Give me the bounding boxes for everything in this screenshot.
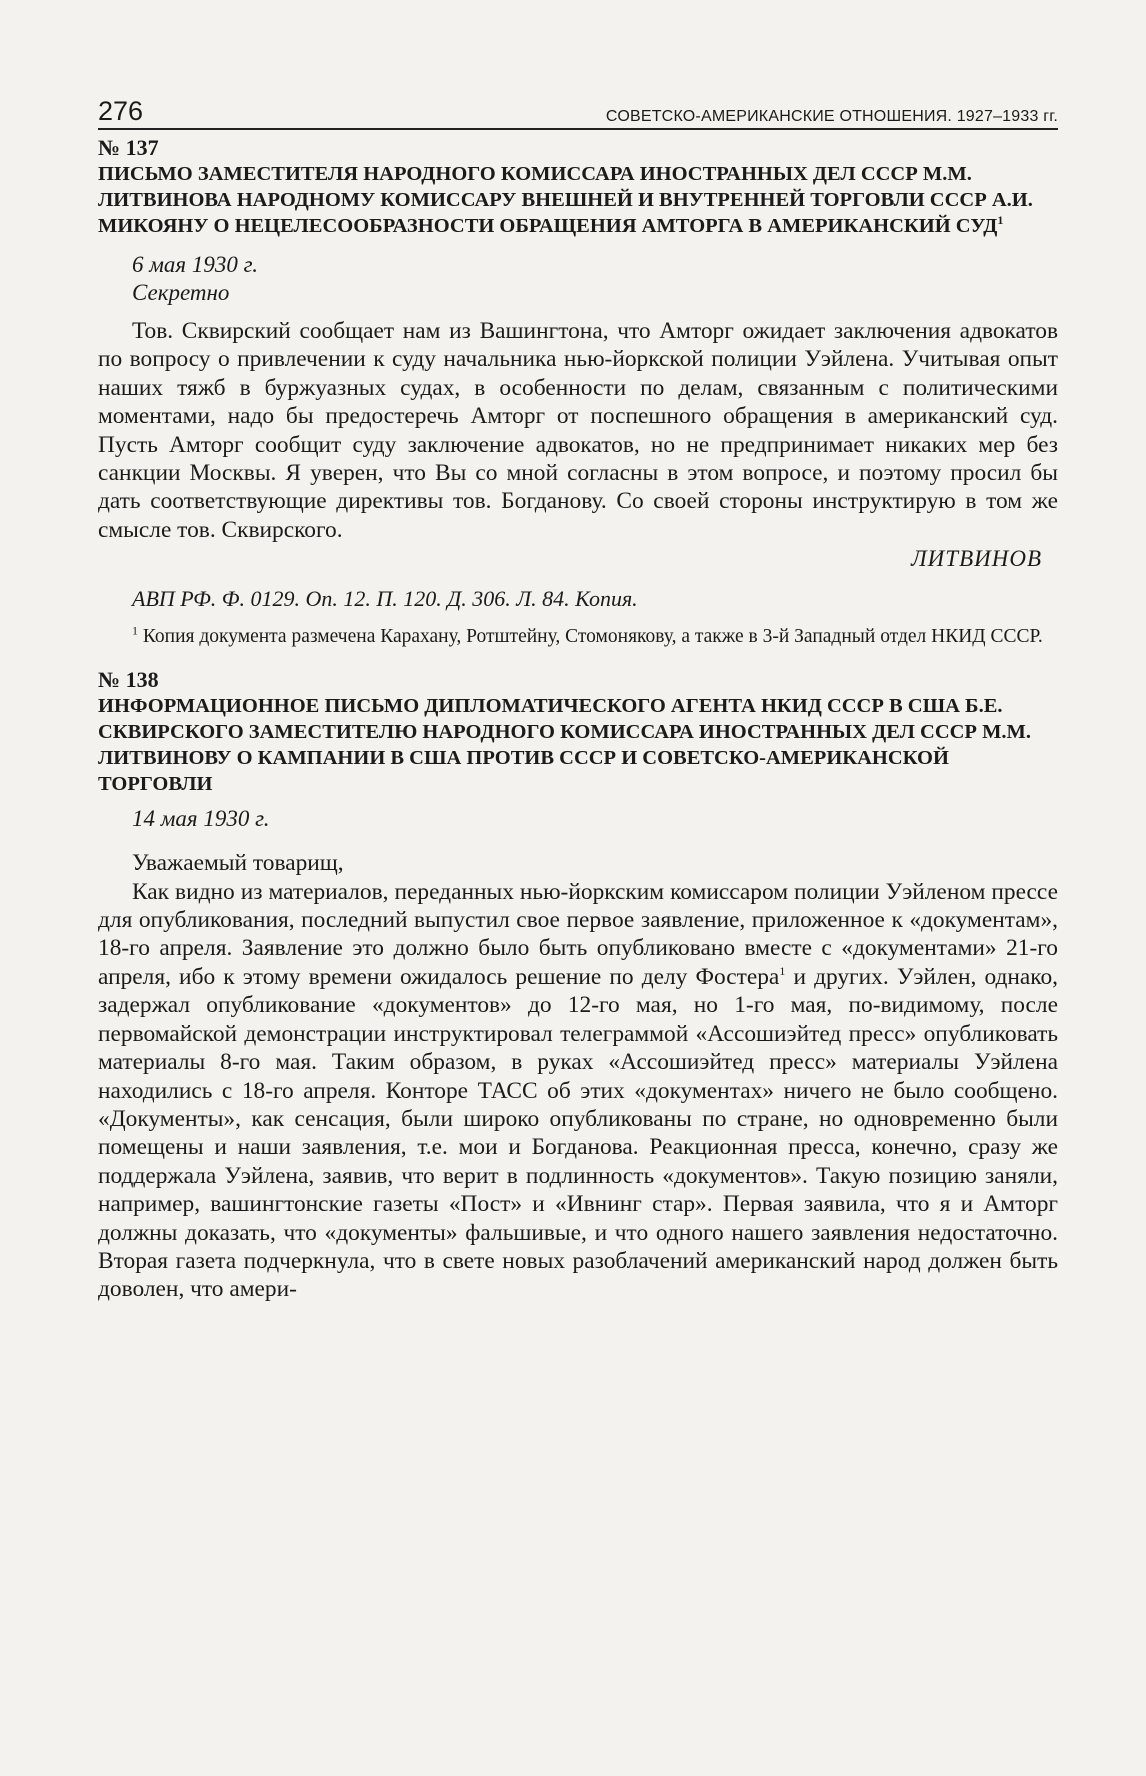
running-title: СОВЕТСКО-АМЕРИКАНСКИЕ ОТНОШЕНИЯ. 1927–1933 гг. [605,108,1058,125]
footnote-marker: 1 [132,623,138,638]
document-138 [98,666,1058,1304]
footnote [98,624,1058,650]
signature: ЛИТВИНОВ [911,546,1042,572]
body-paragraph [98,878,1058,1304]
document-title [98,161,1058,239]
page-number: 276 [98,96,144,126]
document-date: 6 мая 1930 г. [132,252,259,277]
greeting: Уважаемый товарищ, [132,850,344,877]
document-title-text: ПИСЬМО ЗАМЕСТИТЕЛЯ НАРОДНОГО КОМИССАРА ИНОСТРАННЫХ ДЕЛ СССР М.М. ЛИТВИНОВА НАРОДНОМУ КОМИССАРУ ВНЕШНЕЙ И ВНУТРЕННЕЙ ТОРГОВЛИ СССР А.И. МИКОЯНУ О НЕЦЕЛЕСООБРАЗНОСТИ ОБРАЩЕНИЯ АМТОРГА В АМЕРИКАНСКИЙ СУД [98,163,1033,237]
classification-label: Секретно [132,280,230,305]
document-date: 14 мая 1930 г. [132,806,270,832]
document-title: ИНФОРМАЦИОННОЕ ПИСЬМО ДИПЛОМАТИЧЕСКОГО АГЕНТА НКИД СССР В США Б.Е. СКВИРСКОГО ЗАМЕСТИТЕЛЮ НАРОДНОГО КОМИССАРА ИНОСТРАННЫХ ДЕЛ СССР М.М. ЛИТВИНОВУ О КАМПАНИИ В США ПРОТИВ СССР И СОВЕТСКО-АМЕРИКАНСКОЙ ТОРГОВЛИ [98,695,1032,796]
footnote-reference: 1 [779,964,786,979]
document-number: № 137 [98,135,159,160]
document-number: № 138 [98,667,159,693]
footnote-text: Копия документа размечена Карахану, Ротштейну, Стомонякову, а также в 3-й Западный отдел НКИД СССР. [142,626,1043,648]
footnote-reference: 1 [997,213,1004,228]
document-137 [98,134,1058,650]
document-page [98,92,1058,1304]
page-header [98,92,1058,130]
body-text-part-1: Как видно из материалов, переданных нью-йоркским комиссаром полиции Уэйленом прессе для опубликования, последний выпустил свое первое заявление, приложенное к «документам», 18-го апреля. Заявление это должно было быть опубликовано вместе с «документами» 21-го апреля, ибо к этому времени ожидалось решение по делу Фостера [98,878,1058,990]
body-paragraph: Тов. Сквирский сообщает нам из Вашингтона, что Амторг ожидает заключения адвокатов по вопросу о привлечении к суду начальника нью-йоркской полиции Уэйлена. Учитывая опыт наших тяжб в буржуазных судах, в особенности по делам, связанным с политическими моментами, надо бы предостеречь Амторг от поспешного обращения в американский суд. Пусть Амторг сообщит суду заключение адвокатов, но не предпринимает никаких мер без санкции Москвы. Я уверен, что Вы со мной согласны в этом вопросе, и поэтому просил бы дать соответствующие директивы тов. Богданову. Со своей стороны инструктирую в том же смысле тов. Сквирского. [98,318,1058,543]
archive-reference: АВП РФ. Ф. 0129. Оп. 12. П. 120. Д. 306. Л. 84. Копия. [132,586,638,612]
body-text-part-2: и других. Уэйлен, однако, задержал опубликование «документов» до 12-го мая, но 1-го мая, по-видимому, после первомайской демонстрации инструктировал телеграммой «Ассошиэйтед пресс» опубликовать материалы 8-го мая. Таким образом, в руках «Ассошиэйтед пресс» материалы Уэйлена находились с 18-го апреля. Конторе ТАСС об этих «документах» ничего не было сообщено. «Документы», как сенсация, были широко опубликованы по стране, но одновременно были помещены и наши заявления, т.е. мои и Богданова. Реакционная пресса, конечно, сразу же поддержала Уэйлена, заявив, что верит в подлинность «документов». Такую позицию заняли, например, вашингтонские газеты «Пост» и «Ивнинг стар». Первая заявила, что я и Амторг должны доказать, что «документы» фальшивые, и что одного нашего заявления недостаточно. Вторая газета подчеркнула, что в свете новых разоблачений американский народ должен быть доволен, что амери- [98,963,1059,1303]
